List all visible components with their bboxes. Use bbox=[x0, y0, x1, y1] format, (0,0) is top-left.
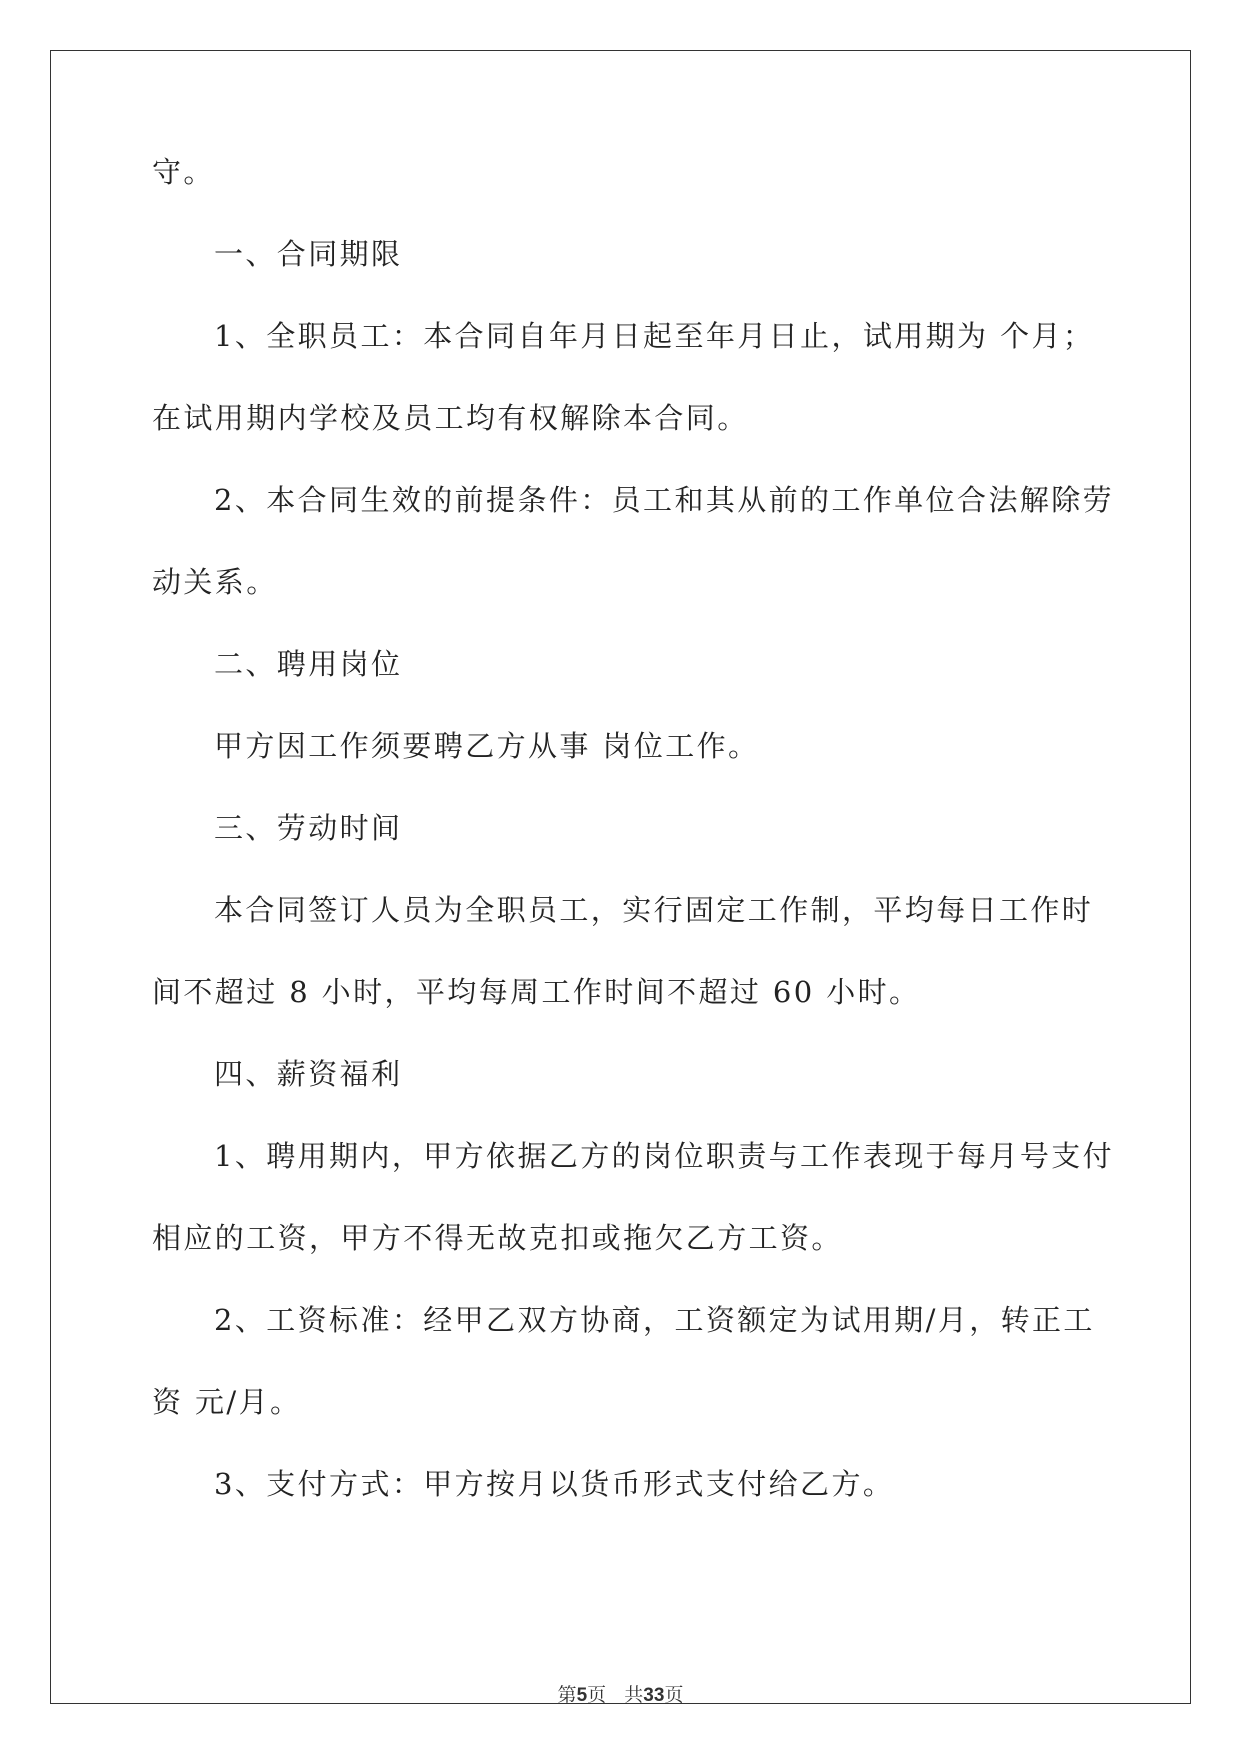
page-suffix: 页 bbox=[587, 1684, 607, 1706]
text-line: 动关系。 bbox=[152, 565, 278, 599]
total-prefix: 共 bbox=[624, 1684, 644, 1706]
text-line: 相应的工资，甲方不得无故克扣或拖欠乙方工资。 bbox=[152, 1221, 843, 1255]
section-heading: 二、聘用岗位 bbox=[214, 647, 403, 681]
text-line: 本合同签订人员为全职员工，实行固定工作制，平均每日工作时 bbox=[214, 893, 1094, 927]
page-number: 5 bbox=[576, 1685, 588, 1706]
total-suffix: 页 bbox=[664, 1684, 684, 1706]
text-line: 1、全职员工：本合同自年月日起至年月日止，试用期为 个月； bbox=[214, 319, 1095, 353]
section-heading: 一、合同期限 bbox=[214, 237, 403, 271]
text-line: 在试用期内学校及员工均有权解除本合同。 bbox=[152, 401, 749, 435]
page-prefix: 第 bbox=[557, 1684, 577, 1706]
text-line: 甲方因工作须要聘乙方从事 岗位工作。 bbox=[214, 729, 760, 763]
text-line: 守。 bbox=[152, 155, 215, 189]
section-heading: 三、劳动时间 bbox=[214, 811, 403, 845]
text-line: 资 元/月。 bbox=[152, 1385, 302, 1419]
text-line: 2、本合同生效的前提条件：员工和其从前的工作单位合法解除劳 bbox=[214, 483, 1115, 517]
section-heading: 四、薪资福利 bbox=[214, 1057, 403, 1091]
text-line: 2、工资标准：经甲乙双方协商，工资额定为试用期/月，转正工 bbox=[214, 1303, 1095, 1337]
page-footer bbox=[0, 1686, 1241, 1705]
text-line: 间不超过 8 小时，平均每周工作时间不超过 60 小时。 bbox=[152, 975, 921, 1009]
total-pages: 33 bbox=[643, 1685, 665, 1706]
document-body bbox=[152, 155, 1115, 1552]
text-line: 3、支付方式：甲方按月以货币形式支付给乙方。 bbox=[214, 1467, 895, 1501]
text-line: 1、聘用期内，甲方依据乙方的岗位职责与工作表现于每月号支付 bbox=[214, 1139, 1115, 1173]
